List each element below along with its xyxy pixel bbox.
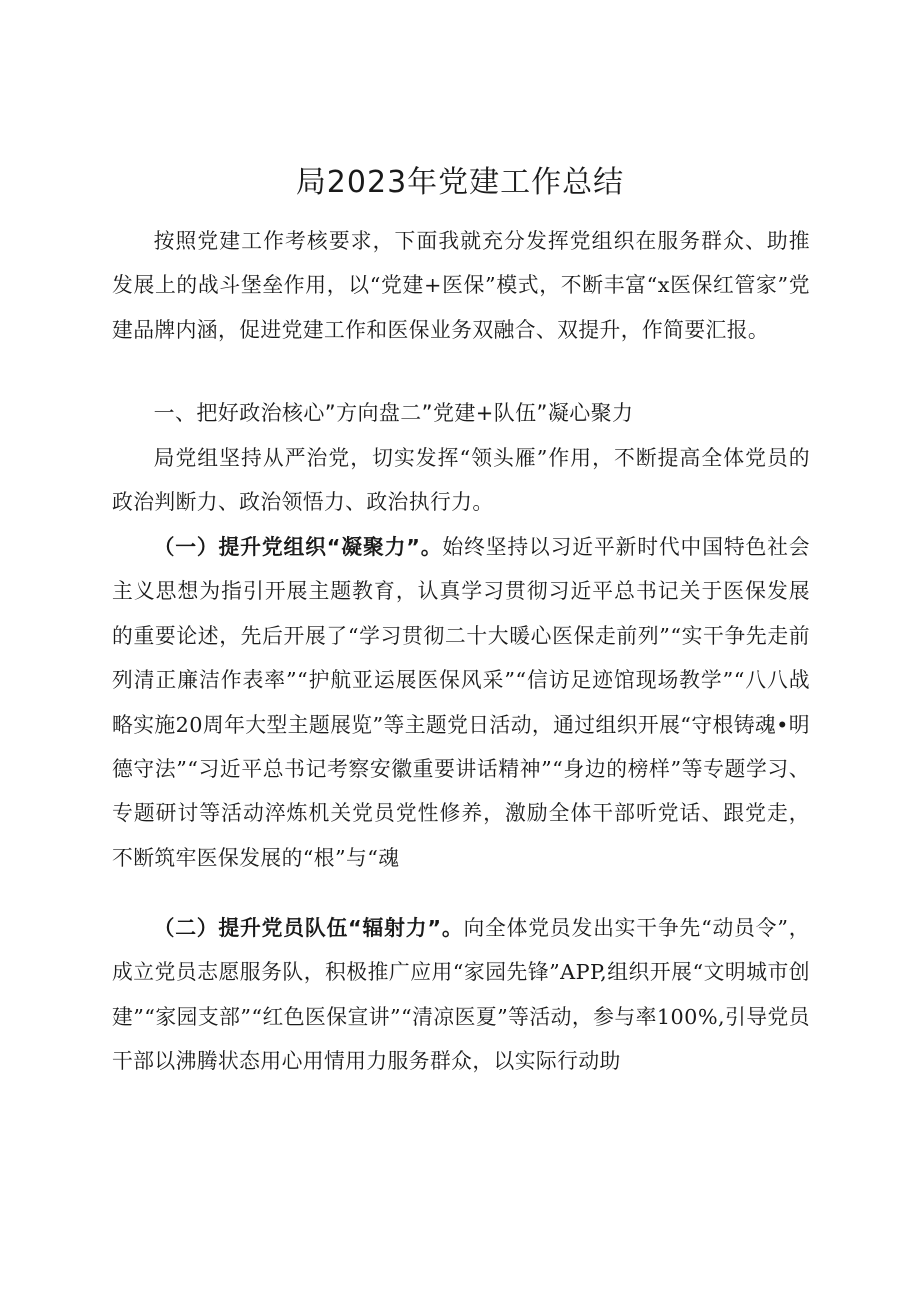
intro-paragraph: 按照党建工作考核要求，下面我就充分发挥党组织在服务群众、助推发展上的战斗堡垒作用，以“党建+医保”模式，不断丰富“x医保红管家”党建品牌内涵，促进党建工作和医保业务双融合、双提升，作简要汇报。 [112,229,810,342]
section-1-heading: 一、把好政治核心”方向盘二”党建+队伍”凝心聚力 [153,401,634,425]
subsection-1-lead: （一）提升党组织“凝聚力”。 [153,535,443,559]
subsection-2-paragraph [112,906,810,1083]
subsection-1-body: 始终坚持以习近平新时代中国特色社会主义思想为指引开展主题教育，认真学习贯彻习近平总书记关于医保发展的重要论述，先后开展了“学习贯彻二十大暖心医保走前列”“实干争先走前列清正廉洁作表率”“护航亚运展医保风采”“信访足迹馆现场教学”“八八战略实施20周年大型主题展览”等主题党日活动，通过组织开展“守根铸魂•明德守法”“习近平总书记考察安徽重要讲话精神”“身边的榜样”等专题学习、专题研讨等活动淬炼机关党员党性修养，激励全体干部听党话、跟党走，不断筑牢医保发展的“根”与“魂 [112,535,810,870]
subsection-2-body: 向全体党员发出实干争先“动员令”，成立党员志愿服务队，积极推广应用“家园先锋”APP,组织开展“文明城市创建”“家园支部”“红色医保宣讲”“清凉医夏”等活动，参与率100%,引导党员干部以沸腾状态用心用情用力服务群众，以实际行动助 [112,916,811,1073]
section-1-paragraph: 局党组坚持从严治党，切实发挥“领头雁”作用，不断提高全体党员的政治判断力、政治领悟力、政治执行力。 [112,446,810,515]
subsection-2-lead: （二）提升党员队伍“辐射力”。 [153,916,464,940]
subsection-1-paragraph [112,525,810,880]
document-title: 局2023年党建工作总结 [295,165,625,200]
